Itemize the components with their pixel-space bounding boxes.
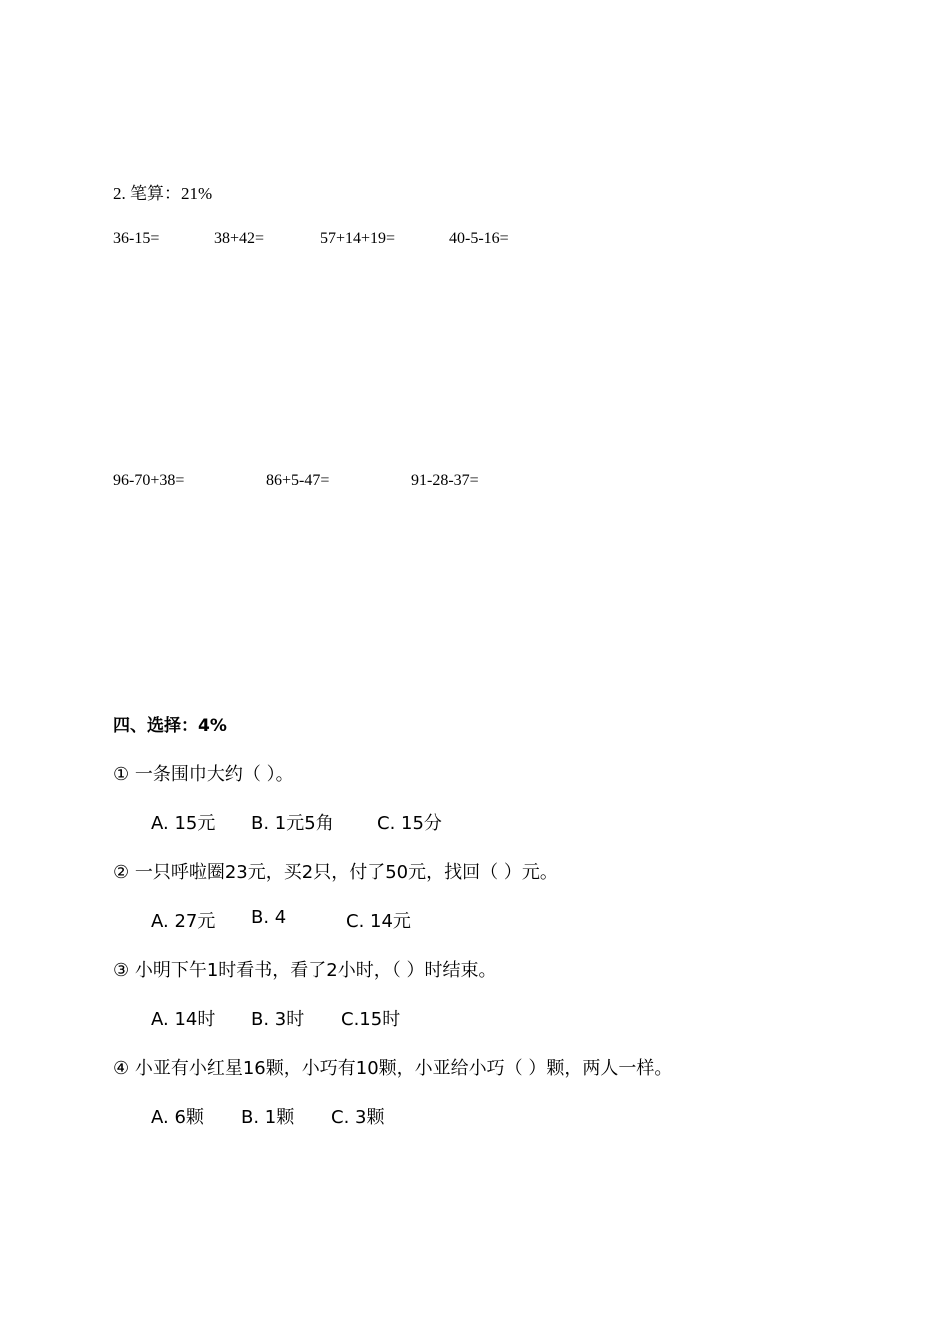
option-c: C. 3颗 <box>331 1107 385 1128</box>
calc-item: 96-70+38= <box>113 472 185 489</box>
calc-item: 38+42= <box>214 230 265 247</box>
option-b: B. 1元5角 <box>251 813 334 834</box>
option-a: A. 6颗 <box>151 1107 204 1128</box>
question-4: ④ 小亚有小红星16颗，小巧有10颗，小亚给小巧（ ）颗，两人一样。 <box>113 1058 673 1079</box>
calc-item: 36-15= <box>113 230 160 247</box>
option-c: C. 15分 <box>377 813 442 834</box>
question-1: ① 一条围巾大约（ ）。 <box>113 764 294 785</box>
option-a: A. 27元 <box>151 911 216 932</box>
question-3: ③ 小明下午1时看书，看了2小时，（ ）时结束。 <box>113 960 497 981</box>
calc-item: 57+14+19= <box>320 230 396 247</box>
calc-item: 40-5-16= <box>449 230 509 247</box>
calc-item: 86+5-47= <box>266 472 330 489</box>
question-2: ② 一只呼啦圈23元，买2只，付了50元，找回（ ）元。 <box>113 862 558 883</box>
option-a: A. 15元 <box>151 813 216 834</box>
option-b: B. 3时 <box>251 1009 305 1030</box>
section-2-title: 2. 笔算：21% <box>113 184 213 203</box>
option-a: A. 14时 <box>151 1009 216 1030</box>
option-c: C.15时 <box>341 1009 401 1030</box>
option-c: C. 14元 <box>346 911 411 932</box>
section-4-title: 四、选择：4% <box>113 716 227 736</box>
option-b: B. 1颗 <box>241 1107 295 1128</box>
option-b: B. 4 <box>251 907 287 928</box>
calc-item: 91-28-37= <box>411 472 479 489</box>
